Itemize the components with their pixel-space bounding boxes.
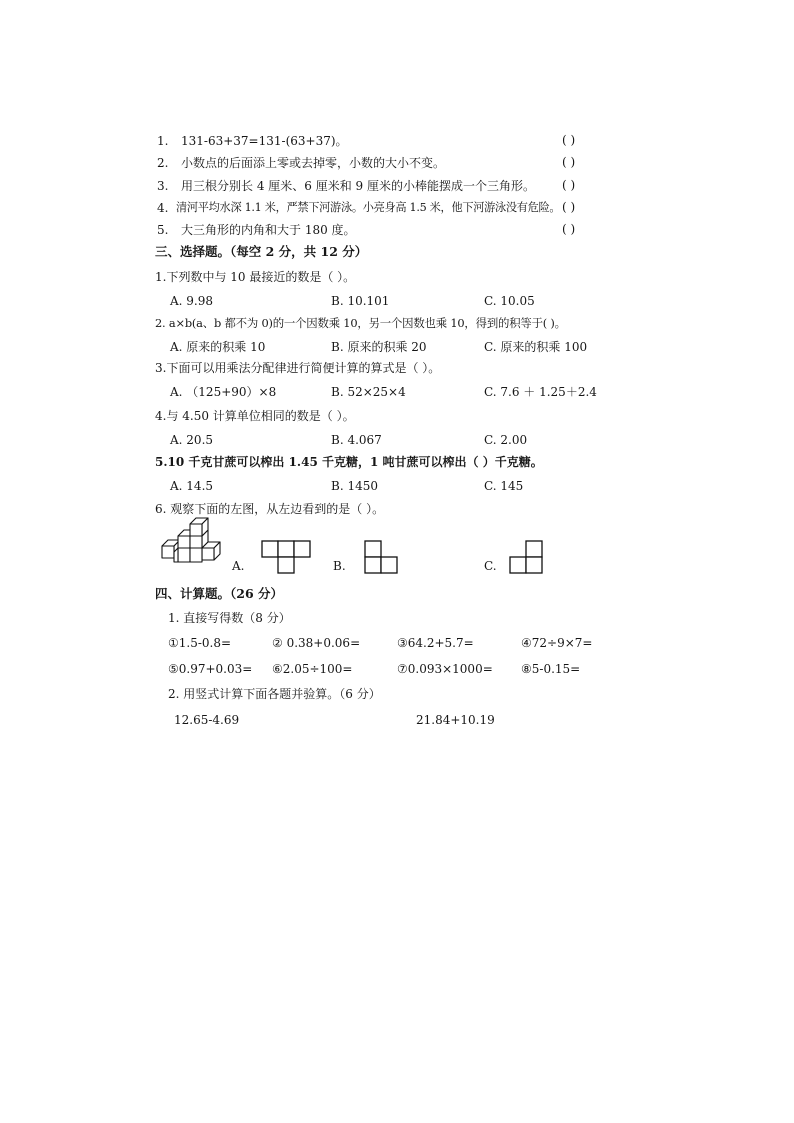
option-c[interactable]: C. 原来的积乘 100 [484, 340, 588, 354]
view-option-a-figure[interactable] [262, 541, 314, 577]
vertical-calc-item[interactable]: 12.65-4.69 [174, 713, 240, 727]
mental-calc-item[interactable]: ⑧5-0.15= [521, 662, 581, 676]
question-stem: 1.下列数中与 10 最接近的数是（ ）。 [155, 270, 356, 284]
tf-number: 1. [157, 134, 169, 148]
section-heading: 三、选择题。（每空 2 分，共 12 分） [155, 244, 368, 259]
tf-statement: 小数点的后面添上零或去掉零，小数的大小不变。 [181, 156, 446, 170]
option-c[interactable]: C. 7.6 ＋ 1.25＋2.4 [484, 385, 597, 399]
mental-calc-item[interactable]: ⑦0.093×1000= [397, 662, 493, 676]
answer-paren[interactable]: ( ) [562, 155, 576, 169]
subsection-title: 2. 用竖式计算下面各题并验算。（6 分） [168, 687, 381, 701]
mental-calc-item[interactable]: ④72÷9×7= [521, 636, 593, 650]
subsection-title: 1. 直接写得数（8 分） [168, 611, 291, 625]
option-b[interactable]: B. 52×25×4 [331, 385, 406, 399]
option-a[interactable]: A. （125+90）×8 [170, 385, 277, 399]
tf-number: 2. [157, 156, 169, 170]
option-b[interactable]: B. 4.067 [331, 433, 382, 447]
option-a[interactable]: A. [232, 559, 245, 573]
option-c[interactable]: C. 145 [484, 479, 524, 493]
option-c[interactable]: C. 10.05 [484, 294, 535, 308]
option-b[interactable]: B. 原来的积乘 20 [331, 340, 427, 354]
option-c[interactable]: C. 2.00 [484, 433, 528, 447]
mental-calc-item[interactable]: ①1.5-0.8= [168, 636, 232, 650]
option-a[interactable]: A. 原来的积乘 10 [170, 340, 266, 354]
view-option-c-figure[interactable] [510, 541, 546, 577]
answer-paren[interactable]: ( ) [562, 222, 576, 236]
tf-statement: 用三根分别长 4 厘米、6 厘米和 9 厘米的小棒能摆成一个三角形。 [181, 179, 535, 193]
tf-number: 4. [157, 201, 169, 215]
question-stem: 5.10 千克甘蔗可以榨出 1.45 千克糖，1 吨甘蔗可以榨出（ ）千克糖。 [155, 455, 543, 469]
vertical-calc-item[interactable]: 21.84+10.19 [416, 713, 495, 727]
cube-stack-figure [160, 524, 230, 569]
mental-calc-item[interactable]: ② 0.38+0.06= [272, 636, 361, 650]
tf-number: 3. [157, 179, 169, 193]
question-stem: 6. 观察下面的左图，从左边看到的是（ ）。 [155, 502, 385, 516]
question-stem: 3.下面可以用乘法分配律进行简便计算的算式是（ ）。 [155, 361, 441, 375]
question-stem: 2. a×b(a、b 都不为 0)的一个因数乘 10，另一个因数也乘 10，得到的积等于( )。 [155, 316, 566, 330]
answer-paren[interactable]: ( ) [562, 133, 576, 147]
option-b[interactable]: B. 10.101 [331, 294, 390, 308]
tf-statement: 131-63+37=131-(63+37)。 [181, 134, 348, 148]
question-stem: 4.与 4.50 计算单位相同的数是（ ）。 [155, 409, 355, 423]
view-option-b-figure[interactable] [365, 541, 401, 577]
mental-calc-item[interactable]: ⑤0.97+0.03= [168, 662, 253, 676]
mental-calc-item[interactable]: ⑥2.05÷100= [272, 662, 353, 676]
option-a[interactable]: A. 20.5 [170, 433, 214, 447]
option-a[interactable]: A. 14.5 [170, 479, 214, 493]
tf-statement: 清河平均水深 1.1 米，严禁下河游泳。小亮身高 1.5 米，他下河游泳没有危险。 [176, 201, 561, 214]
option-b[interactable]: B. [333, 559, 346, 573]
section-heading: 四、计算题。（26 分） [155, 586, 283, 601]
answer-paren[interactable]: ( ) [562, 178, 576, 192]
option-b[interactable]: B. 1450 [331, 479, 378, 493]
mental-calc-item[interactable]: ③64.2+5.7= [397, 636, 474, 650]
option-c[interactable]: C. [484, 559, 497, 573]
tf-statement: 大三角形的内角和大于 180 度。 [181, 223, 356, 237]
answer-paren[interactable]: ( ) [562, 200, 576, 214]
option-a[interactable]: A. 9.98 [170, 294, 214, 308]
tf-number: 5. [157, 223, 169, 237]
